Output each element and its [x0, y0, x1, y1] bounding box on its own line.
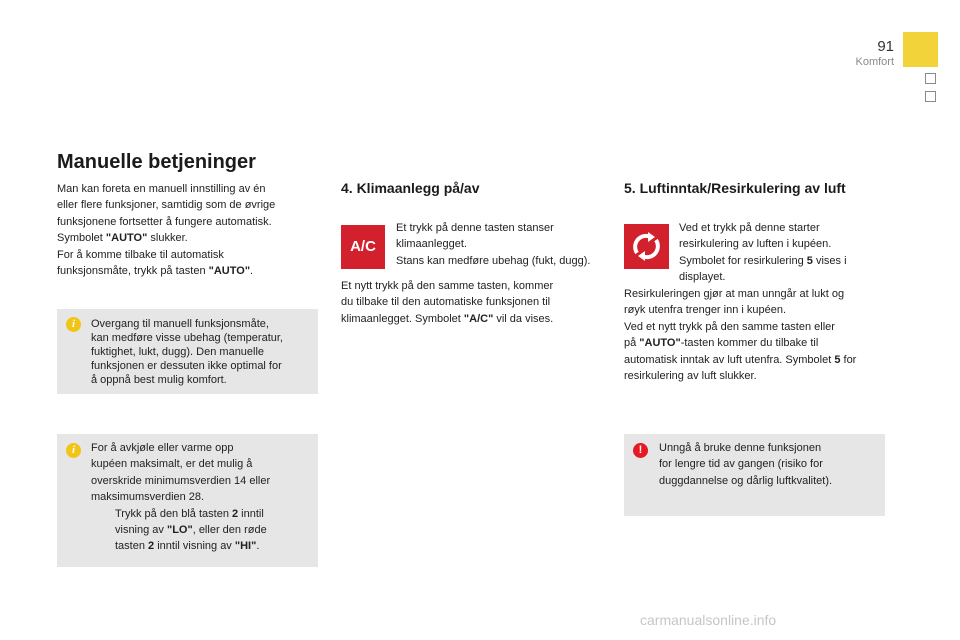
page-title: Manuelle betjeninger: [57, 151, 256, 173]
warning-icon: !: [633, 443, 648, 458]
text-span: automatisk inntak av luft utenfra. Symbolet: [624, 353, 835, 366]
text-line: røyk utenfra trenger inn i kupéen.: [624, 304, 787, 317]
text-span: vises i: [812, 254, 847, 267]
text-span: klimaanlegget. Symbolet: [341, 312, 464, 325]
hi-symbol: "HI": [234, 540, 257, 553]
section-title-ac: 4. Klimaanlegg på/av: [341, 180, 480, 196]
chapter-tab: [903, 32, 938, 67]
text-line: Et trykk på denne tasten stanser: [396, 222, 554, 234]
text-line: fuktighet, lukt, dugg). Den manuelle: [91, 346, 265, 358]
text-line: overskride minimumsverdien 14 eller: [91, 474, 271, 487]
chapter-tab-marker: [925, 73, 936, 84]
key-number: 2: [148, 540, 155, 553]
page-number: 91: [877, 38, 894, 55]
text-line: [57, 263, 319, 279]
info-icon: i: [66, 317, 81, 332]
recirculation-description: [679, 220, 889, 286]
text-span: , eller den røde: [192, 524, 267, 537]
text-line: Man kan foreta en manuell innstilling av én: [57, 183, 266, 195]
text-line: Stans kan medføre ubehag (fukt, dugg).: [396, 254, 591, 267]
text-line: kan medføre visse ubehag (temperatur,: [91, 332, 283, 344]
text-span: visning av: [115, 524, 167, 537]
text-span: inntil visning av: [154, 540, 235, 553]
text-line: resirkulering av luft slukker.: [624, 370, 757, 383]
info-note: [57, 309, 318, 394]
text-line: funksjonene fortsetter å fungere automatisk.: [57, 215, 272, 228]
text-span: Trykk på den blå tasten: [115, 507, 232, 520]
text-line: [341, 311, 611, 327]
intro-text: [57, 181, 319, 279]
section-title-recirculation: 5. Luftinntak/Resirkulering av luft: [624, 180, 846, 196]
section-label: Komfort: [855, 56, 894, 68]
info-note-text: [91, 317, 313, 387]
text-line: maksimumsverdien 28.: [91, 491, 205, 504]
info-note: [57, 434, 318, 567]
text-line: [624, 335, 894, 351]
text-span: Symbolet: [57, 232, 106, 245]
warning-note: [624, 434, 885, 516]
text-line: Ved et nytt trykk på den samme tasten eller: [624, 320, 835, 333]
text-line: Ved et trykk på denne starter: [679, 222, 820, 234]
text-line: Overgang til manuell funksjonsmåte,: [91, 318, 269, 330]
bullet-line: [91, 538, 313, 554]
symbol-number: 5: [834, 353, 841, 366]
text-line: [57, 230, 319, 246]
text-span: inntil: [238, 507, 264, 520]
text-line: klimaanlegget.: [396, 238, 467, 251]
text-line: å oppnå best mulig komfort.: [91, 374, 227, 386]
auto-key: "AUTO": [208, 265, 251, 278]
text-span: vil da vises.: [493, 312, 554, 325]
text-line: kupéen maksimalt, er det mulig å: [91, 458, 253, 471]
text-span: -tasten kommer du tilbake til: [680, 337, 819, 350]
recirculation-paragraph: [624, 286, 894, 384]
text-span: Symbolet for resirkulering: [679, 254, 807, 267]
text-line: funksjonen er dessuten ikke optimal for: [91, 360, 282, 372]
text-line: For å avkjøle eller varme opp: [91, 442, 234, 454]
ac-symbol: "A/C": [463, 312, 494, 325]
text-span: tasten: [115, 540, 149, 553]
text-line: Resirkuleringen gjør at man unngår at lukt og: [624, 288, 845, 300]
auto-key: "AUTO": [639, 337, 681, 350]
text-line: Et nytt trykk på den samme tasten, kommer: [341, 280, 554, 292]
text-line: For å komme tilbake til automatisk: [57, 248, 224, 261]
warning-note-text: [659, 440, 879, 489]
lo-symbol: "LO": [166, 524, 193, 537]
watermark: carmanualsonline.info: [640, 612, 777, 628]
ac-button-icon: A/C: [341, 225, 385, 269]
text-line: resirkulering av luften i kupéen.: [679, 238, 832, 251]
text-span: for: [840, 353, 857, 366]
bullet-line: [91, 522, 313, 538]
info-note-text: [91, 440, 313, 555]
text-span: .: [256, 540, 260, 553]
text-line: du tilbake til den automatiske funksjonen til: [341, 296, 551, 309]
chapter-tab-marker: [925, 91, 936, 102]
text-line: duggdannelse og dårlig luftkvalitet).: [659, 474, 833, 487]
ac-description: [396, 220, 611, 269]
text-span: funksjonsmåte, trykk på tasten: [57, 265, 209, 278]
text-span: på: [624, 337, 640, 350]
text-span: .: [250, 265, 254, 278]
auto-symbol: "AUTO": [105, 232, 148, 245]
symbol-number: 5: [806, 254, 813, 267]
info-icon: i: [66, 443, 81, 458]
recirculation-icon: [624, 224, 669, 269]
text-line: [679, 253, 889, 269]
text-line: [624, 352, 894, 368]
key-number: 2: [232, 507, 239, 520]
text-span: slukker.: [147, 232, 188, 245]
text-line: Unngå å bruke denne funksjonen: [659, 442, 822, 454]
bullet-line: [91, 506, 313, 522]
text-line: displayet.: [679, 271, 726, 284]
ac-paragraph: [341, 278, 611, 327]
text-line: eller flere funksjoner, samtidig som de øvrige: [57, 199, 276, 212]
text-line: for lengre tid av gangen (risiko for: [659, 458, 823, 471]
